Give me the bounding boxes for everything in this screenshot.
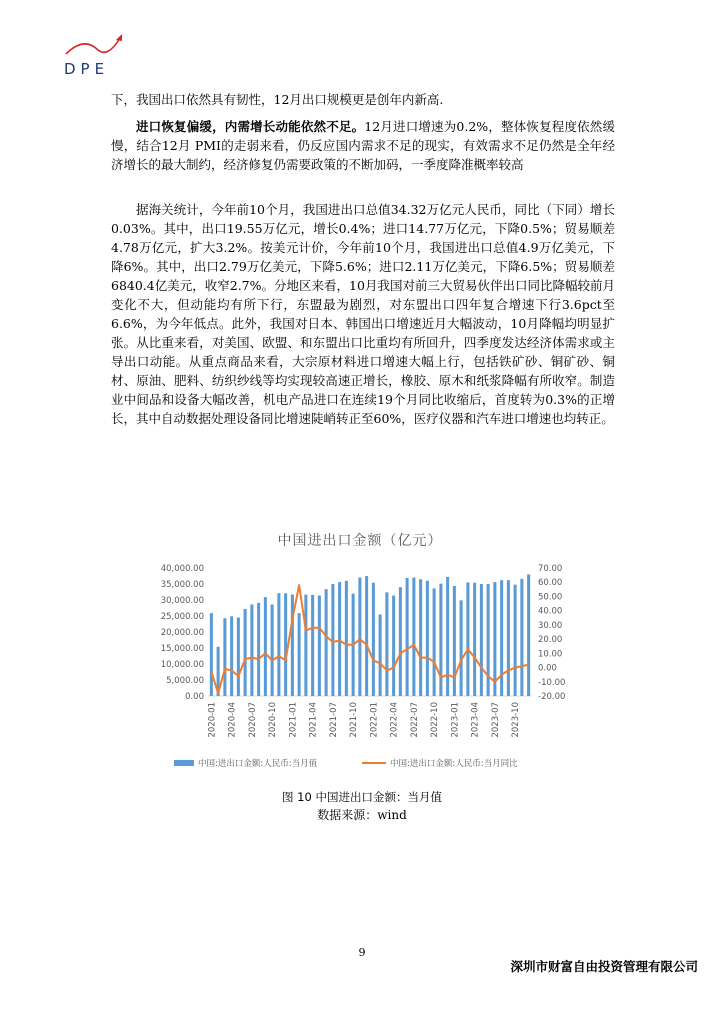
y-left-tick-label: 35,000.00 (160, 580, 204, 590)
y-right-tick-label: -20.00 (538, 692, 566, 702)
paragraph-2-lead: 进口恢复偏缓，内需增长动能依然不足。 (136, 119, 365, 134)
bar (460, 600, 463, 696)
y-right-tick-label: 10.00 (538, 649, 563, 660)
figure-caption: 图 10 中国进出口金额：当月值 (282, 790, 442, 804)
bar (257, 603, 260, 696)
bar (284, 593, 287, 696)
x-tick-label: 2023-10 (511, 702, 522, 738)
y-left-tick-label: 20,000.00 (160, 628, 204, 638)
x-tick-label: 2023-01 (450, 702, 461, 738)
paragraph-1-text: 下，我国出口依然具有韧性，12月出口规模更是创年内新高. (111, 92, 444, 107)
bar (473, 583, 476, 696)
bar (480, 584, 483, 696)
bar (325, 589, 328, 696)
y-left-tick-label: 25,000.00 (160, 612, 204, 622)
bar (500, 580, 503, 696)
bar (271, 604, 274, 696)
bar (406, 578, 409, 696)
bar (277, 593, 280, 696)
bar (453, 586, 456, 696)
bar (446, 577, 449, 696)
logo-curve-icon (64, 30, 134, 60)
y-left-tick-label: 10,000.00 (160, 660, 204, 670)
y-left-tick-label: 30,000.00 (160, 596, 204, 606)
bar (514, 585, 517, 696)
bar (493, 582, 496, 696)
paragraph-2 (111, 117, 615, 174)
paragraph-3-text: 据海关统计，今年前10个月，我国进出口总值34.32万亿元人民币，同比（下同）增长0.03%。其中，出口19.55万亿元，增长0.4%；进口14.77万亿元，下降0.5%；贸易顺差4.78万亿元，扩大3.2%。按美元计价，今年前10个月，我国进出口总值4.9万亿美元，下降6%。其中，出口2.79万亿美元，下降5.6%；进口2.11万亿美元，下降6.5%；贸易顺差6840.4亿美元，收窄2.7%。分地区来看，10月我国对前三大贸易伙伴出口同比降幅较前月变化不大，但动能均有所下行，东盟最为剧烈，对东盟出口四年复合增速下行3.6pct至6.6%，为今年低点。此外，我国对日本、韩国出口增速近月大幅波动，10月降幅均明显扩张。从比重来看，对美国、欧盟、和东盟出口比重均有所回升，四季度发达经济体需求或主导出口动能。从重点商品来看，大宗原材料进口增速大幅上行，包括铁矿砂、铜矿砂、铜材、原油、肥料、纺织纱线等均实现较高速正增长，橡胶、原木和纸浆降幅有所收窄。制造业中间品和设备大幅改善，机电产品进口在连续19个月同比收缩后，首度转为0.3%的正增长，其中自动数据处理设备同比增速陡峭转正至60%，医疗仪器和汽车进口增速也均转正。 (111, 202, 615, 426)
bar (520, 579, 523, 696)
x-tick-label: 2020-10 (268, 702, 279, 738)
bar (345, 581, 348, 696)
y-left-tick-label: 0.00 (185, 692, 204, 702)
bar (210, 613, 213, 696)
bar (487, 584, 490, 696)
chart-title: 中国进出口金额（亿元） (277, 533, 443, 549)
x-tick-label: 2023-07 (490, 702, 501, 738)
y-left-tick-label: 15,000.00 (160, 644, 204, 654)
y-right-tick-label: 60.00 (538, 578, 563, 589)
x-tick-label: 2022-07 (409, 702, 420, 738)
legend-bar-swatch (174, 760, 194, 766)
bar (237, 618, 240, 696)
bar (365, 576, 368, 696)
x-tick-label: 2022-01 (369, 702, 380, 738)
y-right-tick-label: 50.00 (538, 592, 563, 603)
company-logo (64, 30, 134, 78)
y-right-tick-label: 20.00 (538, 635, 563, 646)
paragraph-2-text: 12月进口增速为0.2%，整体恢复程度依然缓慢，结合12月 PMI的走弱来看，仍反应国内需求不足的现实，有效需求不足仍然是全年经济增长的最大制约，经济修复仍需要政策的不断加码，一季度降准概率较高 (111, 119, 615, 172)
bar (379, 614, 382, 696)
paragraph-1 (111, 90, 615, 109)
bar (527, 574, 530, 696)
x-tick-label: 2021-04 (308, 702, 319, 738)
bar (466, 582, 469, 696)
bar (338, 582, 341, 696)
bar (507, 580, 510, 696)
bar (439, 584, 442, 696)
trade-chart (140, 520, 580, 780)
x-tick-label: 2021-07 (328, 702, 339, 738)
y-right-tick-label: -10.00 (538, 677, 566, 688)
page-number: 9 (358, 946, 366, 959)
company-name: 深圳市财富自由投资管理有限公司 (510, 959, 698, 974)
y-left-tick-label: 5,000.00 (166, 676, 204, 686)
bar (230, 616, 233, 696)
bar (419, 579, 422, 696)
bar (358, 578, 361, 696)
bar (412, 578, 415, 696)
bar (311, 595, 314, 696)
y-right-tick-label: 40.00 (538, 606, 563, 617)
legend-line-label: 中国:进出口金额:人民币:当月同比 (390, 759, 518, 769)
bar (244, 609, 247, 696)
x-tick-label: 2021-01 (288, 702, 299, 738)
y-right-tick-label: 70.00 (538, 564, 563, 574)
paragraph-3 (111, 200, 615, 428)
bar (223, 618, 226, 696)
x-tick-label: 2021-10 (349, 702, 360, 738)
x-tick-label: 2020-07 (247, 702, 258, 738)
bar (298, 613, 301, 696)
bar (372, 583, 375, 696)
bar (385, 592, 388, 696)
x-tick-label: 2022-04 (389, 702, 400, 738)
bar (304, 595, 307, 696)
bar (399, 587, 402, 696)
bar (392, 596, 395, 696)
logo-text: DPE (64, 60, 110, 78)
x-tick-label: 2020-04 (227, 702, 238, 738)
legend-bar-label: 中国:进出口金额:人民币:当月值 (198, 759, 318, 769)
y-right-tick-label: 30.00 (538, 620, 563, 631)
x-tick-label: 2022-10 (430, 702, 441, 738)
x-tick-label: 2023-04 (470, 702, 481, 738)
bar (264, 597, 267, 696)
chart-svg (140, 520, 580, 780)
bar (426, 581, 429, 696)
y-left-tick-label: 40,000.00 (160, 564, 204, 574)
figure-source: 数据来源：wind (317, 808, 407, 822)
bar (250, 604, 253, 696)
bar (433, 588, 436, 696)
bar (318, 596, 321, 696)
x-tick-label: 2020-01 (207, 702, 218, 738)
y-right-tick-label: 0.00 (538, 663, 557, 674)
